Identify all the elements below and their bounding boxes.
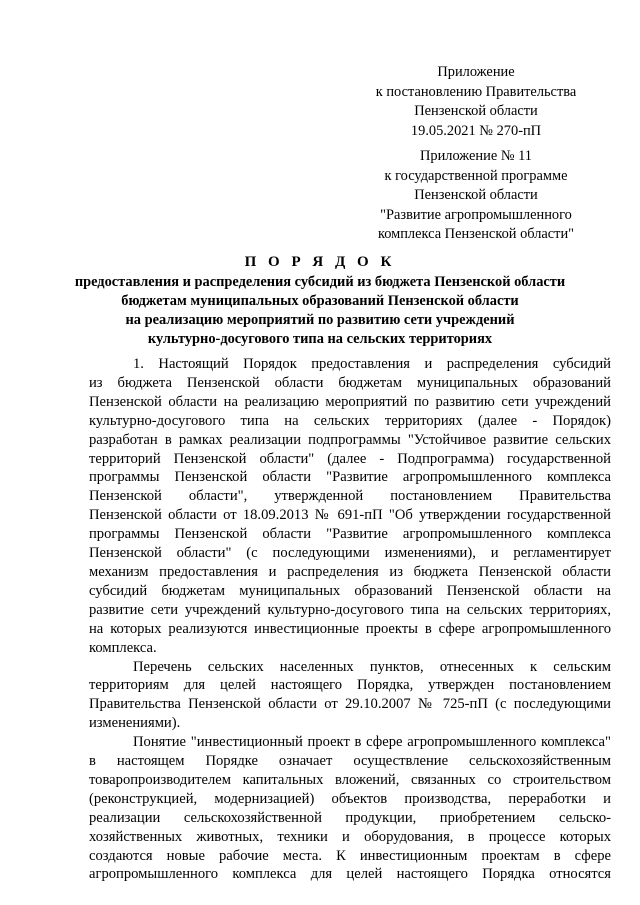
- paragraph-line: программы Пензенской области "Развитие агропромышленного комплекса: [89, 469, 611, 486]
- paragraph-line: субсидий бюджетам муниципальных образований Пензенской области на: [89, 582, 611, 599]
- document-body: [89, 355, 611, 884]
- paragraph-line: Пензенской области" (с последующими изменениями), и регламентирует: [89, 545, 611, 562]
- paragraph-line: территориям для целей настоящего Порядка, утвержден постановлением: [89, 677, 611, 694]
- paragraph-line: территорий Пензенской области" (далее - Подпрограмма) государственной: [89, 450, 611, 467]
- paragraph-line: механизм предоставления и распределения из бюджета Пензенской области: [89, 563, 611, 580]
- paragraph-line: программы Пензенской области "Развитие агропромышленного комплекса: [89, 526, 611, 543]
- title-line: бюджетам муниципальных образований Пензенской области: [121, 293, 519, 309]
- title-line: на реализацию мероприятий по развитию сети учреждений: [125, 312, 515, 328]
- paragraph-line: на которых реализуются инвестиционные проекты в сфере агропромышленного: [89, 620, 611, 637]
- paragraph-line: изменениями).: [89, 715, 181, 732]
- paragraph-line: Перечень сельских населенных пунктов, отнесенных к сельским: [133, 658, 611, 675]
- title-heading: П О Р Я Д О К: [244, 254, 396, 270]
- paragraph-line: разработан в рамках реализации подпрограммы "Устойчивое развитие сельских: [89, 431, 611, 448]
- paragraph-line: Понятие "инвестиционный проект в сфере агропромышленного комплекса": [133, 734, 611, 751]
- appendix-line: к постановлению Правительства: [375, 83, 577, 100]
- appendix-program-block: [356, 147, 596, 245]
- appendix-resolution-block: [356, 63, 596, 141]
- paragraph-line: Пензенской области на реализацию мероприятий по развитию сети учреждений: [89, 393, 611, 410]
- paragraph-line: агропромышленного комплекса для целей настоящего Порядка относятся: [89, 866, 611, 883]
- paragraph-line: культурно-досугового типа на сельских территориях (далее - Порядок): [89, 412, 611, 429]
- body-paragraph: [89, 733, 611, 884]
- paragraph-line: реализации сельскохозяйственной продукции, приобретением сельско-: [89, 809, 611, 826]
- appendix-line: Приложение № 11: [419, 148, 533, 164]
- appendix-line: к государственной программе: [384, 167, 568, 184]
- paragraph-line: хозяйственных животных, техники и оборудования, в процессе которых: [89, 828, 611, 845]
- paragraph-line: товаропроизводителем капитальных вложений, связанных со строительством: [89, 771, 611, 788]
- document-title: [70, 253, 570, 349]
- appendix-line: Пензенской области: [414, 103, 538, 120]
- paragraph-line: (реконструкцией, модернизацией) объектов производства, переработки и: [89, 790, 611, 807]
- appendix-line: Приложение: [437, 64, 515, 80]
- appendix-line: Пензенской области: [414, 187, 538, 204]
- body-paragraph: [89, 355, 611, 658]
- paragraph-line: из бюджета Пензенской области бюджетам муниципальных образований: [89, 374, 611, 391]
- paragraph-line: комплекса.: [89, 639, 157, 656]
- paragraph-line: развитие сети учреждений культурно-досугового типа на сельских территориях,: [89, 601, 611, 618]
- paragraph-line: создаются новые рабочие места. К инвестиционным проектам в сфере: [89, 847, 611, 864]
- paragraph-line: Пензенской области", утвержденной постановлением Правительства: [89, 488, 611, 505]
- paragraph-line: 1. Настоящий Порядок предоставления и распределения субсидий: [133, 356, 611, 372]
- appendix-line: 19.05.2021 № 270-пП: [410, 122, 542, 139]
- appendix-line: комплекса Пензенской области": [377, 226, 575, 243]
- appendix-line: "Развитие агропромышленного: [380, 206, 572, 223]
- title-line: культурно-досугового типа на сельских территориях: [147, 331, 493, 347]
- paragraph-line: Правительства Пензенской области от 29.10.2007 № 725-пП (с последующими: [89, 696, 611, 713]
- title-line: предоставления и распределения субсидий из бюджета Пензенской области: [74, 274, 566, 290]
- paragraph-line: в настоящем Порядке означает осуществление сельскохозяйственным: [89, 753, 611, 770]
- paragraph-line: Пензенской области от 18.09.2013 № 691-пП "Об утверждении государственной: [89, 507, 611, 524]
- body-paragraph: [89, 658, 611, 734]
